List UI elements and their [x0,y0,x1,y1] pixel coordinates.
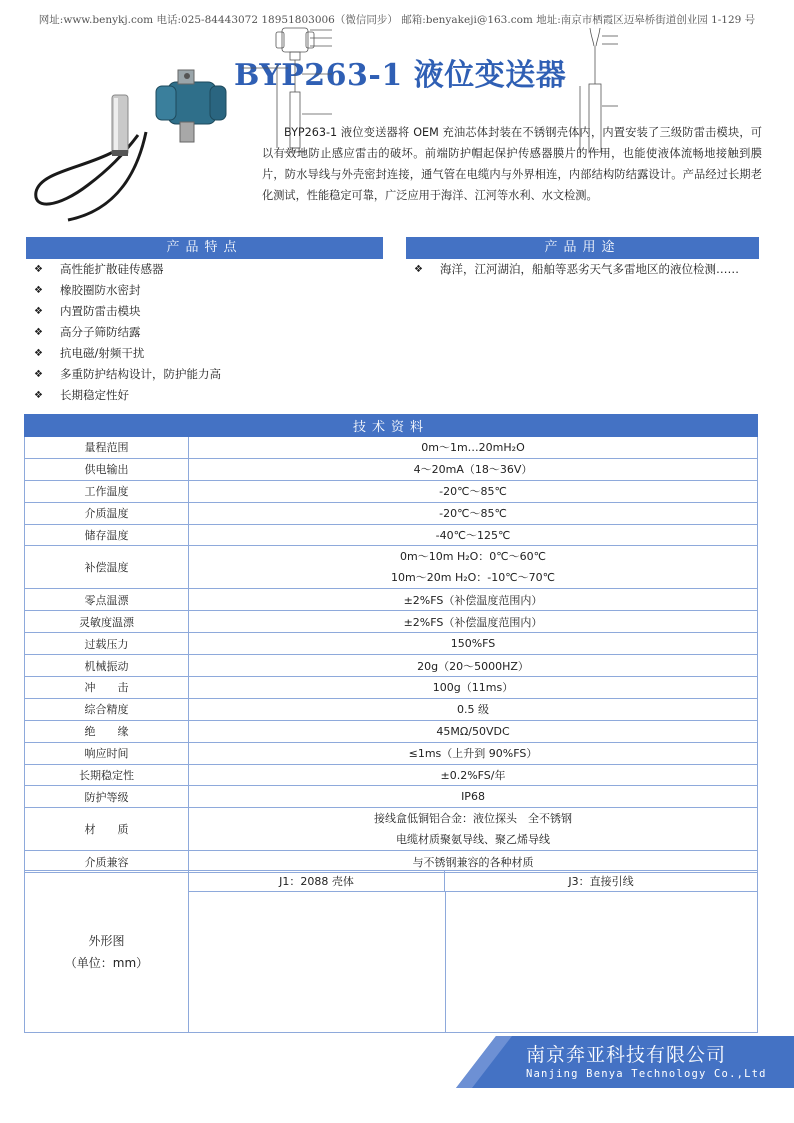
spec-value: 与不锈钢兼容的各种材质 [189,851,758,873]
spec-label: 绝 缘 [25,720,189,742]
bullet-icon: ❖ [34,369,43,380]
diagram-label-cell [25,871,189,1032]
table-row [25,502,758,524]
spec-label: 冲 击 [25,677,189,699]
j1-diagram-title: J1：2088 壳体 [189,871,445,892]
spec-value [189,546,758,589]
spec-label: 防护等级 [25,786,189,808]
table-row [25,655,758,677]
spec-label: 补偿温度 [25,546,189,589]
spec-value: 20g（20～5000HZ） [189,655,758,677]
feature-text: 多重防护结构设计，防护能力高 [60,367,221,381]
company-name-en: Nanjing Benya Technology Co.,Ltd [526,1068,767,1080]
spec-value: -40℃～125℃ [189,524,758,546]
table-row [25,633,758,655]
table-row [25,742,758,764]
use-list-item [414,259,739,280]
contact-header: 网址:www.benykj.com 电话:025-84443072 18951803006（微信同步） 邮箱:benyakeji@163.com 地址:南京市栖霞区迈皋桥街道创业园 1-129 号 [38,14,756,26]
table-row [25,786,758,808]
spec-label: 综合精度 [25,698,189,720]
table-row [25,546,758,589]
spec-value: ≤1ms（上升到 90%FS） [189,742,758,764]
bullet-icon: ❖ [34,327,43,338]
spec-label: 供电输出 [25,458,189,480]
spec-value: ±2%FS（补偿温度范围内） [189,589,758,611]
spec-label: 介质温度 [25,502,189,524]
spec-value-line: 电缆材质聚氨导线、聚乙烯导线 [396,833,550,847]
feature-text: 高分子筛防结露 [60,325,141,339]
spec-label: 过载压力 [25,633,189,655]
spec-label: 机械振动 [25,655,189,677]
spec-value [189,808,758,851]
diagram-label: 外形图 [88,933,125,948]
list-item [34,259,221,280]
spec-value-line: 10m～20m H₂O：-10℃～70℃ [391,571,555,585]
table-row [25,458,758,480]
uses-heading: 产品用途 [406,237,759,259]
list-item [34,385,221,406]
spec-label: 介质兼容 [25,851,189,873]
table-row [25,611,758,633]
bullet-icon: ❖ [34,306,43,317]
list-item [34,301,221,322]
table-row [25,437,758,459]
diagram-unit-label: （单位：mm） [64,955,149,970]
list-item [34,280,221,301]
features-heading: 产品特点 [26,237,383,259]
feature-text: 橡胶圈防水密封 [60,283,141,297]
company-name-cn: 南京奔亚科技有限公司 [526,1044,727,1066]
spec-value: -20℃～85℃ [189,502,758,524]
feature-text: 长期稳定性好 [60,388,129,402]
j3-diagram-title: J3：直接引线 [445,871,757,892]
spec-label: 响应时间 [25,742,189,764]
spec-label: 储存温度 [25,524,189,546]
bullet-icon: ❖ [34,264,43,275]
spec-value: 4～20mA（18～36V） [189,458,758,480]
use-text: 海洋，江河湖泊，船舶等恶劣天气多雷地区的液位检测…… [440,262,739,276]
spec-value: 0m～1m…20mH₂O [189,437,758,459]
spec-value-line: 0m～10m H₂O：0℃～60℃ [400,550,546,564]
bullet-icon: ❖ [414,264,423,275]
dimension-diagram-section [24,870,758,1033]
table-row [25,764,758,786]
feature-list [34,259,221,406]
table-header-row [25,415,758,437]
spec-value: 45MΩ/50VDC [189,720,758,742]
spec-value: 150%FS [189,633,758,655]
bullet-icon: ❖ [34,390,43,401]
feature-text: 高性能扩散硅传感器 [60,262,164,276]
spec-value: IP68 [189,786,758,808]
table-row [25,698,758,720]
table-row [25,720,758,742]
feature-text: 内置防雷击模块 [60,304,141,318]
spec-value-line: 接线盒低铜铝合金：液位探头 全不锈钢 [374,812,572,826]
table-row [25,589,758,611]
list-item [34,364,221,385]
list-item [34,322,221,343]
table-row [25,808,758,851]
bullet-icon: ❖ [34,285,43,296]
spec-value: ±2%FS（补偿温度范围内） [189,611,758,633]
spec-label: 长期稳定性 [25,764,189,786]
list-item [34,343,221,364]
spec-value: ±0.2%FS/年 [189,764,758,786]
page-title: BYP263-1 液位变送器 [234,58,567,93]
table-row [25,677,758,699]
spec-label: 工作温度 [25,480,189,502]
spec-table [24,414,758,873]
spec-value: 0.5 级 [189,698,758,720]
j1-housing-drawing [222,24,362,158]
spec-value: 100g（11ms） [189,677,758,699]
spec-label: 零点温漂 [25,589,189,611]
spec-table-heading: 技术资料 [25,415,758,437]
diagram-divider [445,892,446,1032]
j3-direct-lead-drawing [560,26,630,158]
transmitter-product-image [28,60,238,230]
spec-value: -20℃～85℃ [189,480,758,502]
product-intro: BYP263-1 液位变送器将 OEM 充油芯体封装在不锈钢壳体内，内置安装了三级防雷击模块，可以有效地防止感应雷击的破坏。前端防护帽起保护传感器膜片的作用，也能使液体流畅地接触到膜片，防水导线与外壳密封连接，通气管在电缆内与外界相连，内部结构防结露设计。产品经过长期老化测试，性能稳定可靠，广泛应用于海洋、江河等水利、水文检测。 [262,126,762,202]
spec-label: 材 质 [25,808,189,851]
bullet-icon: ❖ [34,348,43,359]
spec-label: 量程范围 [25,437,189,459]
table-row [25,480,758,502]
feature-text: 抗电磁/射频干扰 [60,346,145,360]
table-row [25,524,758,546]
spec-label: 灵敏度温漂 [25,611,189,633]
